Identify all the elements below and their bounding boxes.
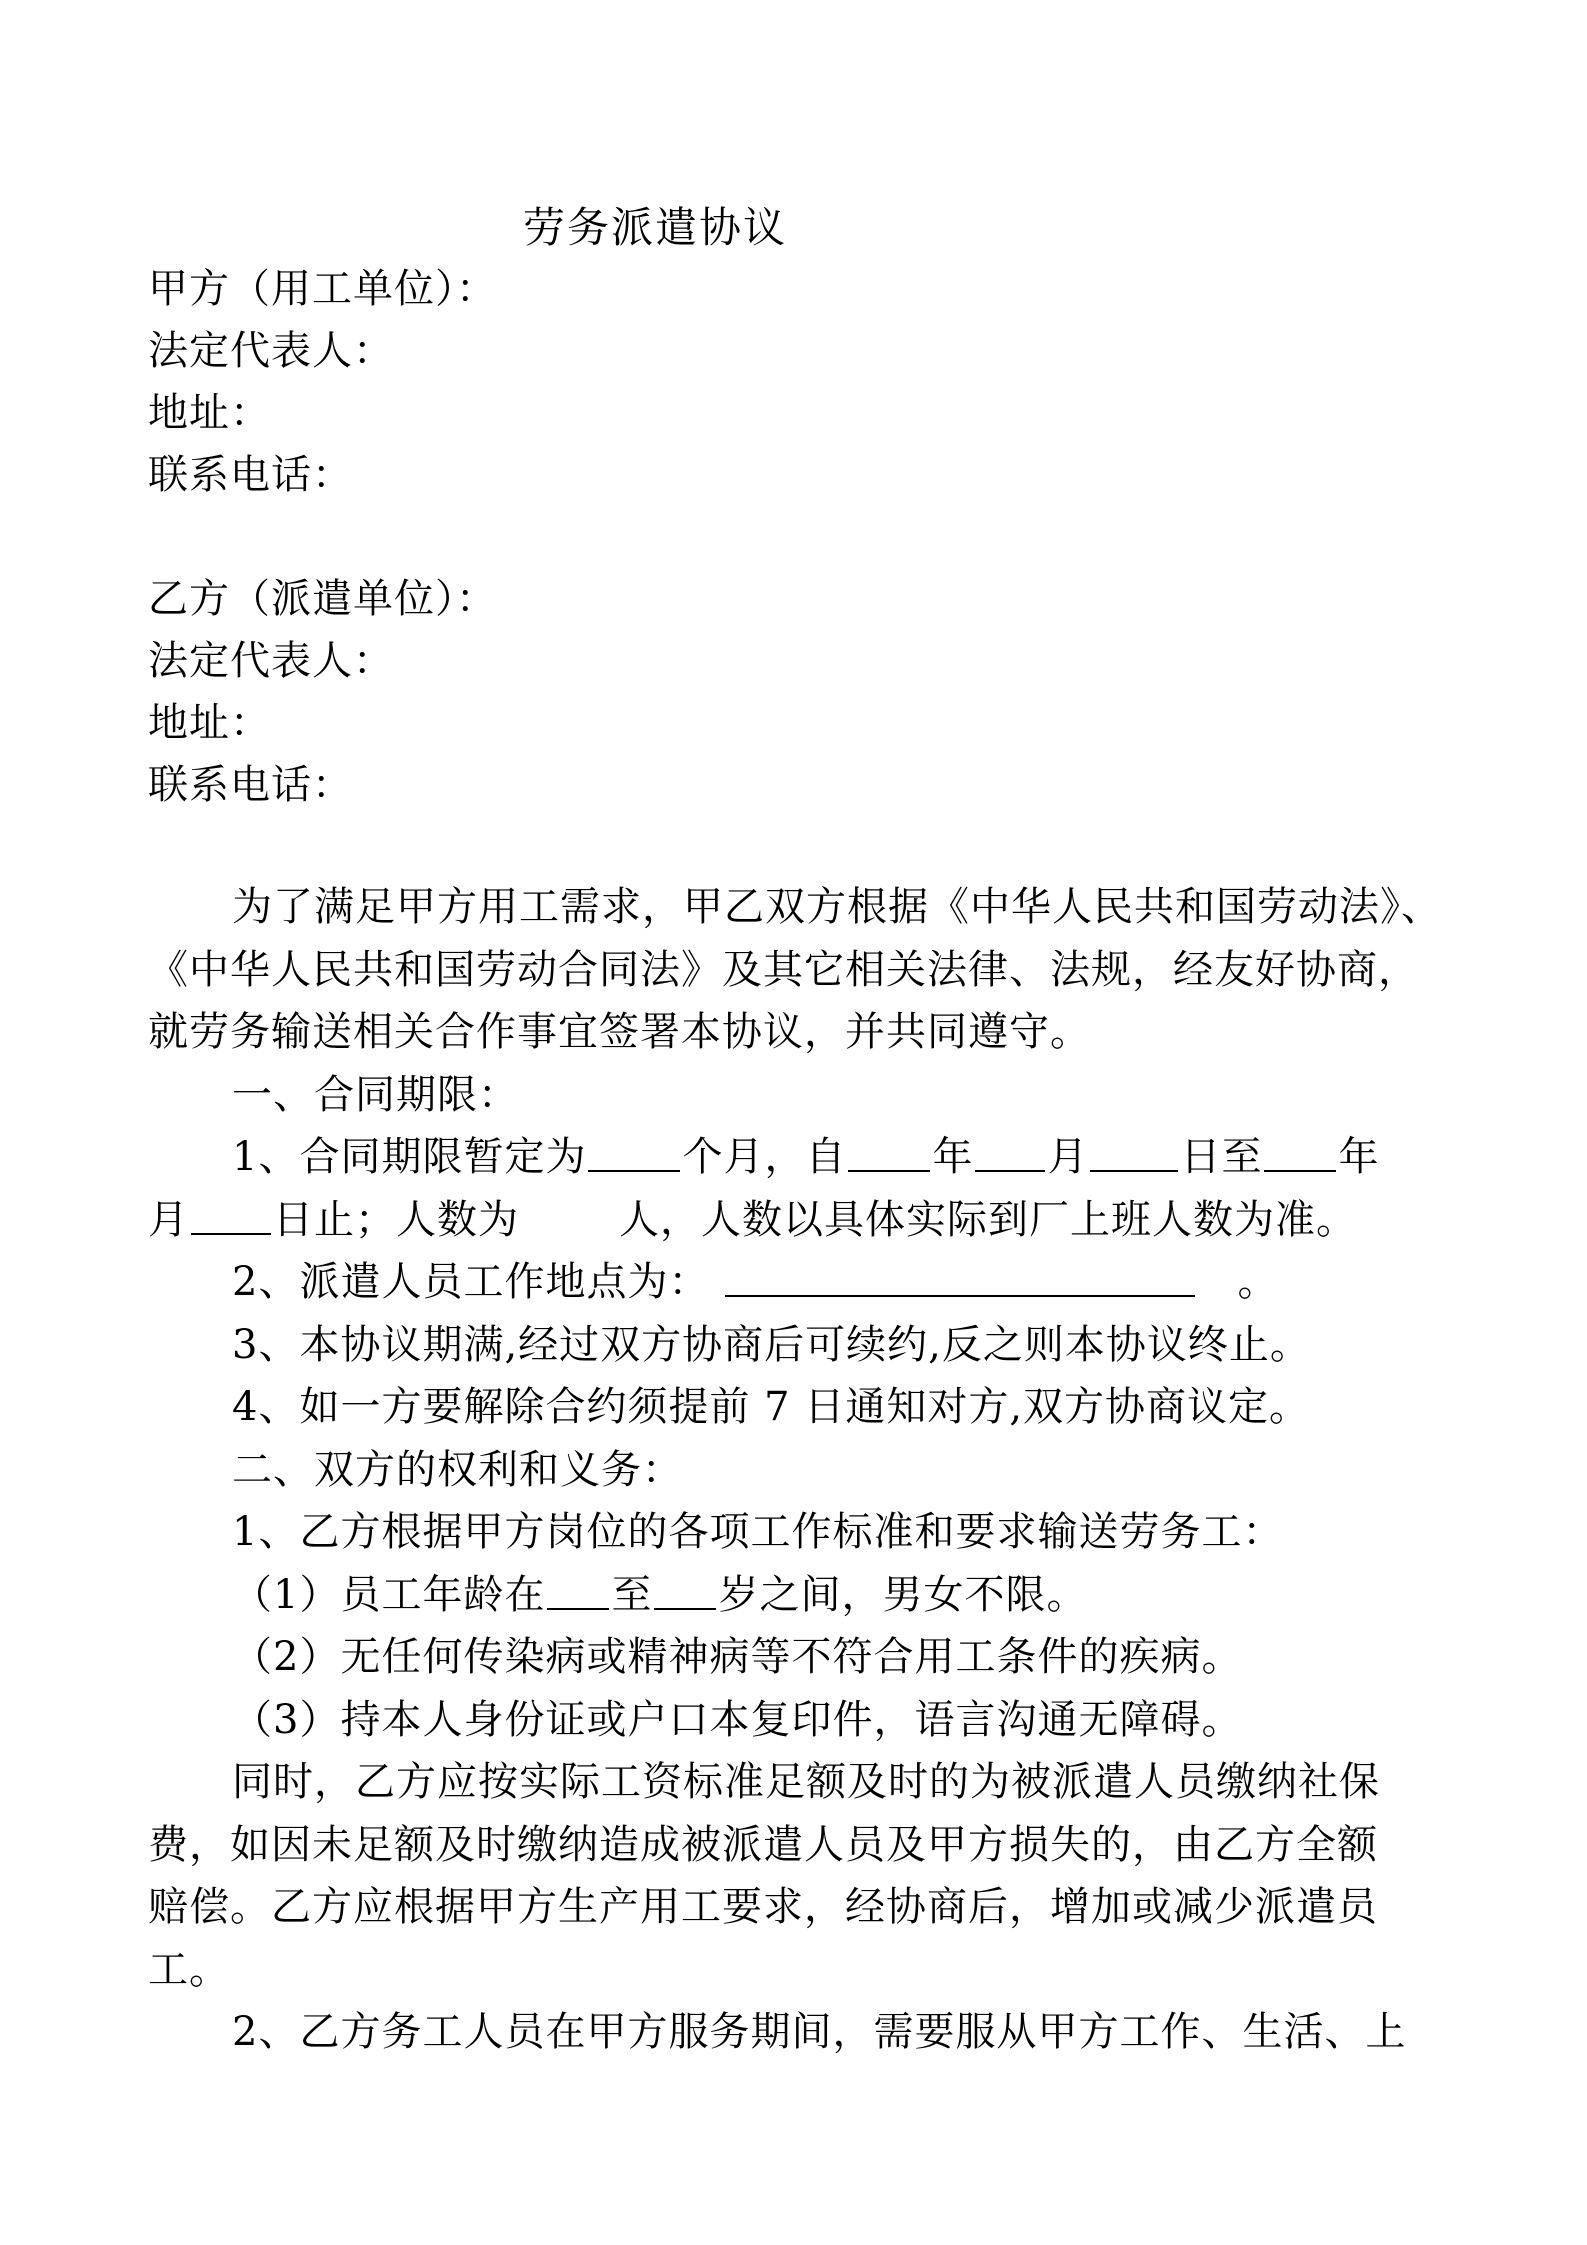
item-1-text-h: 日止；人数为	[273, 1196, 519, 1243]
section-2-heading: 二、双方的权利和义务：	[232, 1446, 683, 1493]
party-b-representative: 法定代表人：	[148, 638, 394, 684]
preamble-line-3: 就劳务输送相关合作事宜签署本协议，并共同遵守。	[148, 1009, 1091, 1055]
section-1-item-2	[148, 1251, 1448, 1314]
section-2-sub-1	[148, 1564, 1448, 1627]
section-1-heading: 一、合同期限：	[232, 1071, 519, 1118]
section-1-item-3: 3、本协议期满,经过双方协商后可续约,反之则本协议终止。	[232, 1321, 1311, 1368]
item-1-text-b: 个月，自	[682, 1134, 847, 1180]
party-b-heading: 乙方（派遣单位）：	[148, 576, 497, 622]
item-2-text-b: 。	[1237, 1259, 1279, 1305]
party-a-phone: 联系电话：	[148, 452, 353, 498]
work-location-blank	[725, 1251, 1195, 1297]
item-1-text-a: 1、合同期限暂定为	[232, 1134, 587, 1180]
section-2-para-line-1: 同时，乙方应按实际工资标准足额及时的为被派遣人员缴纳社保	[232, 1759, 1380, 1805]
section-2-para-line-4: 工。	[148, 1946, 230, 1993]
start-month-blank	[975, 1126, 1045, 1172]
section-1-item-1-line-1	[148, 1126, 1448, 1189]
item-1-text-d: 月	[1047, 1134, 1089, 1180]
item-1-text-e: 日至	[1180, 1134, 1263, 1180]
item-1-text-c: 年	[932, 1134, 974, 1180]
section-2-item-2: 2、乙方务工人员在甲方服务期间，需要服从甲方工作、生活、上	[232, 2009, 1407, 2055]
item-1-text-i: 人，人数以具体实际到厂上班人数为准。	[619, 1196, 1357, 1243]
item-1-text-g: 月	[148, 1196, 189, 1243]
section-1-item-1-line-2	[148, 1189, 1448, 1252]
section-1-item-4: 4、如一方要解除合约须提前 7 日通知对方,双方协商议定。	[232, 1384, 1311, 1430]
end-month-blank	[191, 1189, 271, 1235]
document-title: 劳务派遣协议	[522, 203, 787, 252]
sub-1-text-b: 至	[611, 1571, 653, 1618]
item-1-text-f: 年	[1338, 1134, 1380, 1180]
sub-1-text-c: 岁之间，男女不限。	[718, 1571, 1088, 1618]
party-b-address: 地址：	[148, 700, 271, 746]
start-year-blank	[848, 1126, 930, 1172]
party-b-phone: 联系电话：	[148, 762, 353, 808]
preamble-line-1: 为了满足甲方用工需求，甲乙双方根据《中华人民共和国劳动法》、	[232, 884, 1442, 930]
section-2-sub-2: （2）无任何传染病或精神病等不符合用工条件的疾病。	[232, 1634, 1243, 1680]
sub-1-text-a: （1）员工年龄在	[232, 1571, 546, 1618]
item-2-text-a: 2、派遣人员工作地点为：	[232, 1259, 710, 1305]
start-day-blank	[1090, 1126, 1178, 1172]
end-year-blank	[1264, 1126, 1336, 1172]
party-a-representative: 法定代表人：	[148, 328, 394, 374]
max-age-blank	[654, 1564, 716, 1610]
preamble-line-2: 《中华人民共和国劳动合同法》及其它相关法律、法规，经友好协商，	[148, 946, 1419, 993]
months-blank	[588, 1126, 680, 1172]
section-2-para-line-3: 赔偿。乙方应根据甲方生产用工要求，经协商后，增加或减少派遣员	[148, 1884, 1378, 1930]
party-a-block	[148, 258, 1048, 506]
section-2-sub-3: （3）持本人身份证或户口本复印件，语言沟通无障碍。	[232, 1696, 1243, 1743]
contract-body	[148, 876, 1448, 2064]
section-2-item-1: 1、乙方根据甲方岗位的各项工作标准和要求输送劳务工：	[232, 1509, 1284, 1555]
party-b-block	[148, 568, 1048, 816]
section-2-para-line-2: 费，如因未足额及时缴纳造成被派遣人员及甲方损失的，由乙方全额	[148, 1821, 1378, 1868]
min-age-blank	[547, 1564, 609, 1610]
party-a-heading: 甲方（用工单位）：	[148, 266, 497, 312]
party-a-address: 地址：	[148, 390, 271, 436]
